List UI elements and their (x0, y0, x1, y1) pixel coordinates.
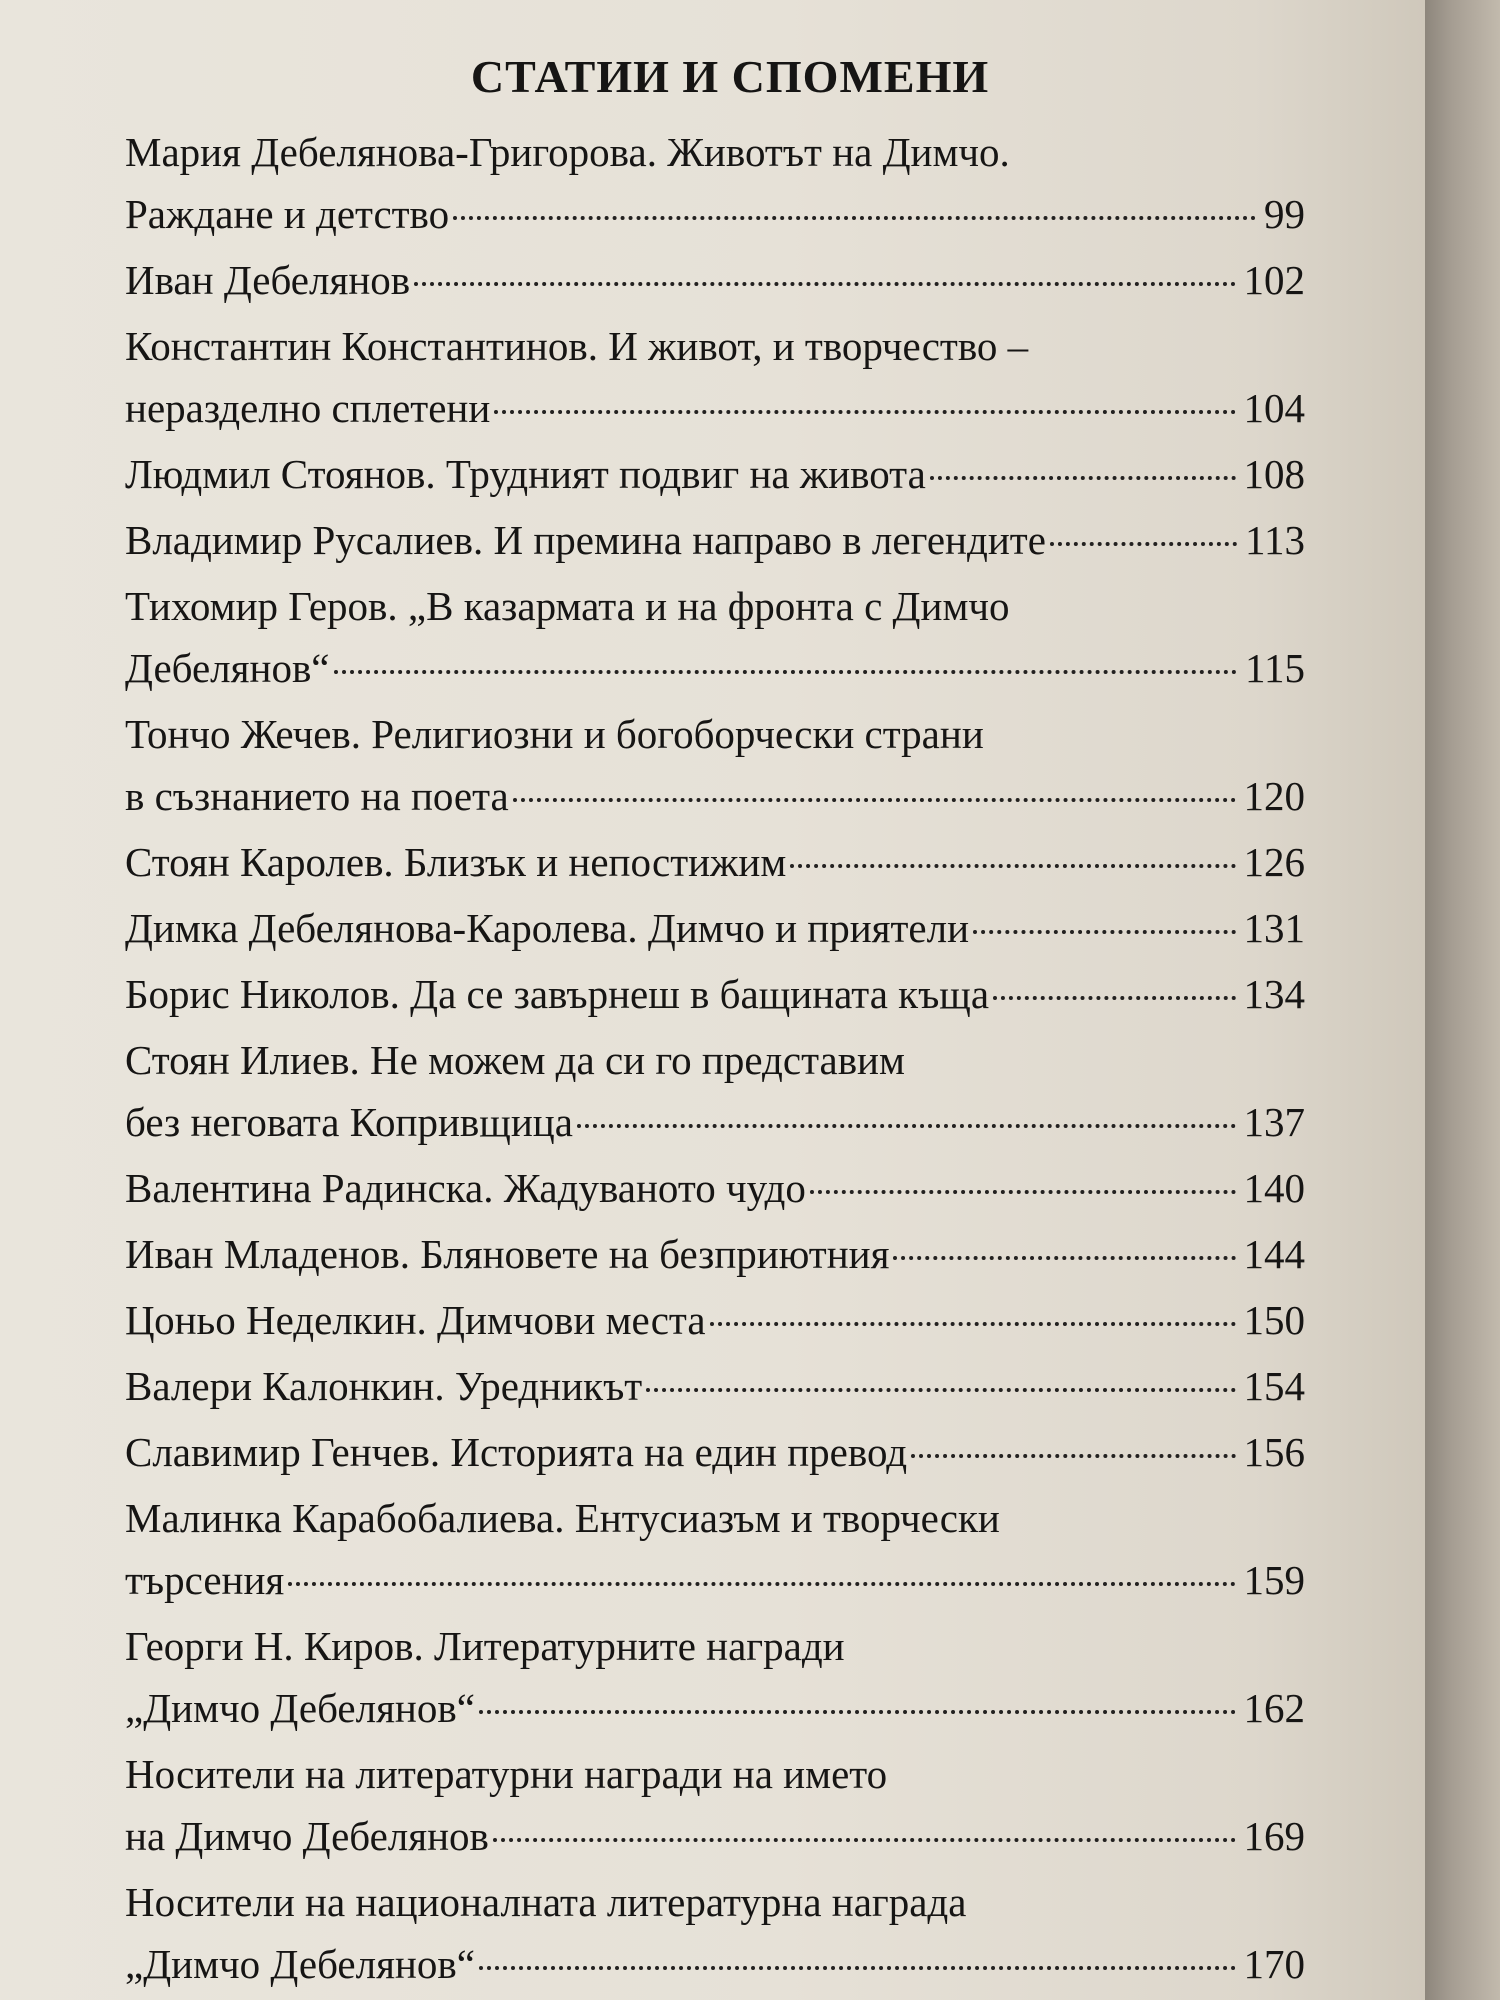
toc-entry-title-line: на Димчо Дебелянов (125, 1813, 489, 1859)
toc-entry-row (125, 831, 1305, 893)
toc-page-number: 150 (1243, 1297, 1305, 1343)
dot-leader (893, 1256, 1235, 1260)
toc-entry-title-line: в съзнанието на поета (125, 773, 509, 819)
toc-entry-title-line: Владимир Русалиев. И премина направо в легендите (125, 517, 1046, 563)
toc-entry (125, 1029, 1305, 1153)
toc-entry-row (125, 1289, 1305, 1351)
dot-leader (513, 798, 1236, 802)
toc-entry (125, 1289, 1305, 1351)
toc-entry-row (125, 637, 1305, 699)
dot-leader (646, 1388, 1235, 1392)
toc-entry-title-line: Малинка Карабобалиева. Ентусиазъм и творчески (125, 1495, 1000, 1541)
toc-entry (125, 703, 1305, 827)
toc-entry-title-line: Стоян Илиев. Не можем да си го представим (125, 1037, 905, 1083)
dot-leader (479, 1710, 1236, 1714)
toc-entry-row (125, 183, 1305, 245)
toc-entry-row (125, 1355, 1305, 1417)
dot-leader (993, 996, 1235, 1000)
toc-entry (125, 1487, 1305, 1611)
toc-entry-title-line: Носители на националната литературна награда (125, 1879, 967, 1925)
toc-entry-row (125, 765, 1305, 827)
toc-entry (125, 1355, 1305, 1417)
dot-leader (493, 1838, 1236, 1842)
toc-entry (125, 1421, 1305, 1483)
toc-entry-row (125, 1677, 1305, 1739)
toc-page-number: 120 (1243, 773, 1305, 819)
toc-entry-row (125, 963, 1305, 1025)
toc-entry-title-line: Тихомир Геров. „В казармата и на фронта с Димчо (125, 583, 1010, 629)
dot-leader (479, 1966, 1236, 1970)
toc-entry-title-line: Иван Дебелянов (125, 257, 411, 303)
toc-entry (125, 963, 1305, 1025)
toc-page-number: 140 (1243, 1165, 1305, 1211)
dot-leader (494, 410, 1235, 414)
dot-leader (453, 216, 1256, 220)
dot-leader (710, 1322, 1236, 1326)
toc-page-number: 131 (1243, 905, 1305, 951)
toc-entry (125, 1615, 1305, 1739)
toc-entry (125, 1223, 1305, 1285)
toc-entry (125, 315, 1305, 439)
toc-entry-title-line: Славимир Генчев. Историята на един превод (125, 1429, 908, 1475)
toc-page-number: 104 (1243, 385, 1305, 431)
toc-entry-title-line: Борис Николов. Да се завърнеш в бащината къща (125, 971, 990, 1017)
dot-leader (414, 282, 1235, 286)
toc-entry-title-line: Константин Константинов. И живот, и творчество – (125, 323, 1029, 369)
book-gutter (1425, 0, 1500, 2000)
toc-entry (125, 1157, 1305, 1219)
toc-page-number: 154 (1243, 1363, 1305, 1409)
toc-entry (125, 509, 1305, 571)
toc-entry (125, 249, 1305, 311)
dot-leader (1050, 542, 1237, 546)
toc-entry-title-line: Георги Н. Киров. Литературните награди (125, 1623, 845, 1669)
toc-page-number: 99 (1264, 191, 1305, 237)
toc-page-number: 108 (1243, 451, 1305, 497)
toc-entry-title-line: „Димчо Дебелянов“ (125, 1685, 475, 1731)
toc-entry-row (125, 1223, 1305, 1285)
dot-leader (810, 1190, 1236, 1194)
toc-entry-row (125, 1157, 1305, 1219)
toc-entry-title-line: Валери Калонкин. Уредникът (125, 1363, 643, 1409)
toc-entry (125, 1743, 1305, 1867)
toc-page-number: 126 (1243, 839, 1305, 885)
toc-entry-row (125, 1421, 1305, 1483)
toc-page-number: 144 (1243, 1231, 1305, 1277)
toc-entry-title-line: Тончо Жечев. Религиозни и богоборчески страни (125, 711, 984, 757)
toc-entry-row (125, 1549, 1305, 1611)
toc-entry-title-line: Димка Дебелянова-Каролева. Димчо и приятели (125, 905, 970, 951)
toc-page-number: 115 (1245, 645, 1305, 691)
toc-page-number: 169 (1243, 1813, 1305, 1859)
toc-entry-title-line: Носители на литературни награди на името (125, 1751, 888, 1797)
toc-entry-row (125, 897, 1305, 959)
toc-entry-title-line: търсения (125, 1557, 285, 1603)
dot-leader (790, 864, 1235, 868)
table-of-contents (125, 50, 1305, 1999)
toc-entry (125, 575, 1305, 699)
toc-entry (125, 831, 1305, 893)
toc-entry-title-line: без неговата Копривщица (125, 1099, 573, 1145)
toc-entry-title-line: Валентина Радинска. Жадуваното чудо (125, 1165, 806, 1211)
toc-entries (125, 121, 1305, 1995)
toc-entry-row (125, 1933, 1305, 1995)
toc-page-number: 159 (1243, 1557, 1305, 1603)
toc-entry (125, 443, 1305, 505)
dot-leader (930, 476, 1236, 480)
toc-entry-title-line: Стоян Каролев. Близък и непостижим (125, 839, 787, 885)
toc-entry-title-line: „Димчо Дебелянов“ (125, 1941, 475, 1987)
toc-entry-title-line: Иван Младенов. Бляновете на безприютния (125, 1231, 890, 1277)
toc-entry-row (125, 249, 1305, 311)
toc-entry-title-line: Раждане и детство (125, 191, 450, 237)
toc-entry-row (125, 509, 1305, 571)
toc-entry-row (125, 1805, 1305, 1867)
dot-leader (334, 670, 1238, 674)
toc-page-number: 113 (1245, 517, 1305, 563)
toc-page-number: 156 (1243, 1429, 1305, 1475)
dot-leader (973, 930, 1235, 934)
section-title: СТАТИИ И СПОМЕНИ (470, 51, 990, 102)
toc-entry-title-line: Цоньо Неделкин. Димчови места (125, 1297, 706, 1343)
toc-entry (125, 121, 1305, 245)
toc-page-number: 170 (1243, 1941, 1305, 1987)
dot-leader (288, 1582, 1235, 1586)
toc-entry (125, 1871, 1305, 1995)
toc-entry-title-line: Мария Дебелянова-Григорова. Животът на Димчо. (125, 129, 1010, 175)
toc-entry-row (125, 1091, 1305, 1153)
toc-page-number: 134 (1243, 971, 1305, 1017)
toc-entry-row (125, 443, 1305, 505)
toc-entry-title-line: Дебелянов“ (125, 645, 330, 691)
toc-page-number: 162 (1243, 1685, 1305, 1731)
dot-leader (577, 1124, 1236, 1128)
dot-leader (911, 1454, 1235, 1458)
toc-entry-title-line: неразделно сплетени (125, 385, 491, 431)
toc-entry-title-line: Людмил Стоянов. Трудният подвиг на живота (125, 451, 926, 497)
toc-entry-row (125, 377, 1305, 439)
toc-entry (125, 897, 1305, 959)
toc-page-number: 102 (1243, 257, 1305, 303)
toc-page-number: 137 (1243, 1099, 1305, 1145)
